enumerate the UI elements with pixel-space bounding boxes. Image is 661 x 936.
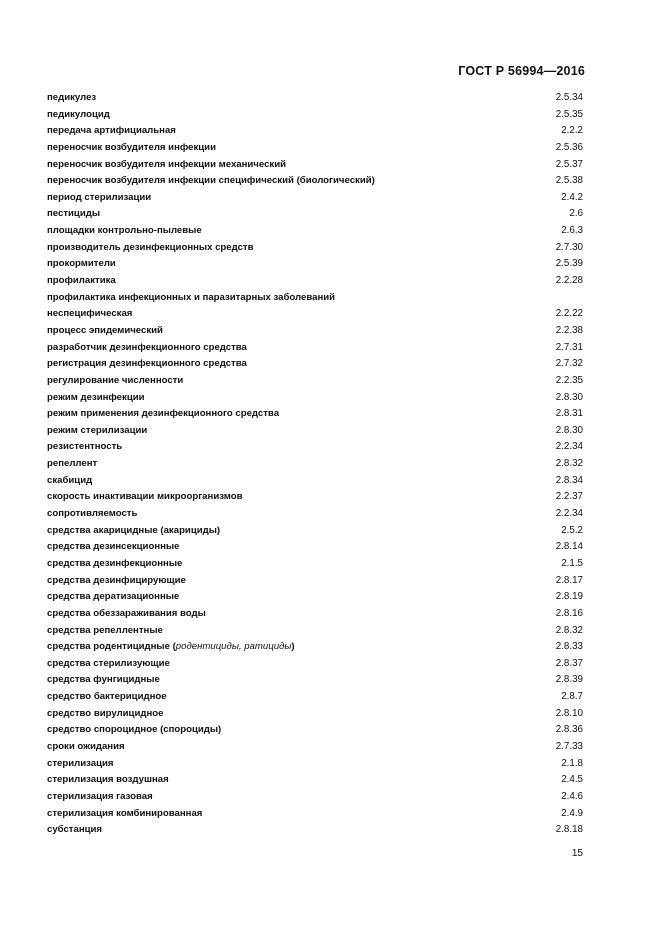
index-entry — [47, 523, 583, 540]
index-section-ref: 2.7.30 — [555, 241, 583, 253]
index-entry — [47, 240, 583, 257]
index-entry — [47, 639, 583, 656]
index-entry — [47, 406, 583, 423]
index-section-ref: 2.1.8 — [561, 757, 583, 769]
index-term-text: скабицид — [47, 474, 93, 486]
index-term — [47, 689, 561, 706]
index-entry — [47, 123, 583, 140]
index-entry — [47, 822, 583, 839]
index-term — [47, 423, 556, 440]
index-term-text: средства дезинфицирующие — [47, 574, 186, 586]
index-term-text: разработчик дезинфекционного средства — [47, 341, 247, 353]
index-section-ref: 2.4.5 — [561, 774, 583, 786]
index-section-ref: 2.8.32 — [555, 458, 583, 470]
index-section-ref: 2.8.14 — [555, 541, 583, 553]
index-term — [47, 256, 556, 273]
index-section-ref: 2.5.37 — [555, 158, 583, 170]
index-term — [47, 340, 556, 357]
index-section-ref: 2.5.39 — [555, 258, 583, 270]
index-section-ref: 2.8.16 — [555, 607, 583, 619]
index-section-ref: 2.2.34 — [555, 441, 583, 453]
index-term — [47, 323, 556, 340]
index-section-ref: 2.2.28 — [555, 275, 583, 287]
index-entry — [47, 489, 583, 506]
index-term-text: средства дезинфекционные — [47, 557, 183, 569]
index-term — [47, 373, 556, 390]
index-term-text: средство бактерицидное — [47, 691, 167, 703]
index-entry — [47, 506, 583, 523]
index-entry — [47, 206, 583, 223]
index-entry — [47, 390, 583, 407]
index-entry — [47, 439, 583, 456]
index-term-text: средства дератизационные — [47, 591, 180, 603]
index-term — [47, 206, 569, 223]
index-term-text: переносчик возбудителя инфекции механический — [47, 158, 287, 170]
index-entry — [47, 340, 583, 357]
index-entry — [47, 173, 583, 190]
index-term — [47, 390, 556, 407]
index-term-text: переносчик возбудителя инфекции специфический (биологический) — [47, 175, 375, 187]
index-term-text: передача артифициальная — [47, 125, 176, 137]
index-section-ref: 2.2.2 — [561, 125, 583, 137]
index-entry — [47, 706, 583, 723]
index-term — [47, 240, 556, 257]
index-term — [47, 90, 556, 107]
index-section-ref: 2.4.6 — [561, 790, 583, 802]
index-term — [47, 473, 556, 490]
index-term — [47, 406, 556, 423]
index-term — [47, 223, 561, 240]
index-entry — [47, 356, 583, 373]
index-term — [47, 140, 556, 157]
index-section-ref: 2.8.30 — [555, 391, 583, 403]
index-section-ref: 2.1.5 — [561, 557, 583, 569]
index-term-text: стерилизация газовая — [47, 790, 153, 802]
index-section-ref: 2.5.35 — [555, 108, 583, 120]
index-section-ref: 2.8.34 — [555, 474, 583, 486]
index-section-ref: 2.8.18 — [555, 824, 583, 836]
index-term — [47, 439, 556, 456]
index-term-text: стерилизация — [47, 757, 114, 769]
index-term-text: производитель дезинфекционных средств — [47, 241, 254, 253]
index-term — [47, 356, 556, 373]
index-section-ref: 2.2.22 — [555, 308, 583, 320]
index-term — [47, 123, 561, 140]
index-entry — [47, 789, 583, 806]
index-term-text: неспецифическая — [47, 308, 133, 320]
index-section-ref: 2.8.17 — [555, 574, 583, 586]
index-section-ref: 2.7.31 — [555, 341, 583, 353]
index-section-ref: 2.5.34 — [555, 92, 583, 103]
index-entry — [47, 556, 583, 573]
index-term-text: средства родентицидные ( — [47, 641, 176, 653]
index-section-ref: 2.8.32 — [555, 624, 583, 636]
index-term-text: средства фунгицидные — [47, 674, 160, 686]
index-term — [47, 573, 556, 590]
index-term-text: резистентность — [47, 441, 123, 453]
index-term — [47, 556, 561, 573]
index-term — [47, 290, 583, 307]
index-entry — [47, 606, 583, 623]
index-entry — [47, 323, 583, 340]
index-term — [47, 539, 556, 556]
index-term — [47, 756, 561, 773]
index-section-ref: 2.2.37 — [555, 491, 583, 503]
index-term-text: субстанция — [47, 824, 103, 836]
index-section-ref: 2.7.33 — [555, 740, 583, 752]
index-entry — [47, 90, 583, 107]
index-section-ref: 2.8.31 — [555, 408, 583, 420]
index-term-text: средства обеззараживания воды — [47, 607, 206, 619]
index-entry — [47, 689, 583, 706]
index-term-text: средство спороцидное (спороциды) — [47, 724, 222, 736]
index-section-ref: 2.5.36 — [555, 141, 583, 153]
index-entry — [47, 256, 583, 273]
index-term — [47, 606, 556, 623]
index-entry — [47, 473, 583, 490]
index-term-text: стерилизация комбинированная — [47, 807, 203, 819]
index-term — [47, 806, 561, 823]
index-term-text: средства акарицидные (акарициды) — [47, 524, 221, 536]
index-term-text: средства стерилизующие — [47, 657, 170, 669]
index-entry — [47, 672, 583, 689]
index-section-ref: 2.6.3 — [561, 225, 583, 237]
index-entry — [47, 589, 583, 606]
index-term-text: педикулез — [47, 92, 97, 103]
index-term-text: пестициды — [47, 208, 101, 220]
index-section-ref: 2.2.38 — [555, 324, 583, 336]
index-term — [47, 157, 556, 174]
index-term-text: период стерилизации — [47, 191, 152, 203]
index-section-ref: 2.5.2 — [561, 524, 583, 536]
index-entry — [47, 656, 583, 673]
index-term-text: средства дезинсекционные — [47, 541, 180, 553]
index-section-ref: 2.8.19 — [555, 591, 583, 603]
index-entry — [47, 140, 583, 157]
index-term-italic-text: родентициды, ратициды — [175, 641, 292, 653]
index-section-ref: 2.6 — [569, 208, 583, 220]
index-term-text: репеллент — [47, 458, 98, 470]
index-term-text: переносчик возбудителя инфекции — [47, 141, 216, 153]
index-term — [47, 489, 556, 506]
index-term-text: сопротивляемость — [47, 508, 138, 520]
index-entry — [47, 456, 583, 473]
index-term — [47, 173, 556, 190]
index-entry — [47, 190, 583, 207]
index-term-text: средства репеллентные — [47, 624, 163, 636]
index-entry — [47, 739, 583, 756]
index-term — [47, 506, 556, 523]
index-term — [47, 589, 556, 606]
index-term — [47, 722, 556, 739]
index-term-text: режим дезинфекции — [47, 391, 145, 403]
index-term-text: режим стерилизации — [47, 424, 148, 436]
index-section-ref: 2.5.38 — [555, 175, 583, 187]
index-entry — [47, 756, 583, 773]
index-entry — [47, 806, 583, 823]
index-term-text: профилактика — [47, 275, 116, 287]
index-section-ref: 2.2.35 — [555, 374, 583, 386]
standard-code: ГОСТ Р 56994—2016 — [458, 64, 585, 78]
index-term — [47, 623, 556, 640]
index-term — [47, 772, 561, 789]
index-term — [47, 822, 556, 839]
index-section-ref: 2.8.33 — [555, 641, 583, 653]
index-term — [47, 273, 556, 290]
index-term-text: скорость инактивации микроорганизмов — [47, 491, 243, 503]
index-term — [47, 456, 556, 473]
index-term-text: режим применения дезинфекционного средства — [47, 408, 280, 420]
index-entry — [47, 722, 583, 739]
index-section-ref: 2.8.30 — [555, 424, 583, 436]
index-term-tail-text: ) — [291, 641, 295, 653]
index-section-ref: 2.8.10 — [555, 707, 583, 719]
index-entry — [47, 290, 583, 307]
index-section-ref: 2.8.7 — [561, 691, 583, 703]
index-term — [47, 656, 556, 673]
index-term — [47, 789, 561, 806]
index-term-text: площадки контрольно-пылевые — [47, 225, 202, 237]
index-term-text: регулирование численности — [47, 374, 184, 386]
index-section-ref: 2.4.9 — [561, 807, 583, 819]
index-term-text: регистрация дезинфекционного средства — [47, 358, 247, 370]
index-entry — [47, 107, 583, 124]
index-section-ref: 2.2.34 — [555, 508, 583, 520]
index-term — [47, 639, 556, 656]
index-term-text: сроки ожидания — [47, 740, 125, 752]
index-section-ref: 2.8.37 — [555, 657, 583, 669]
index-section-ref: 2.4.2 — [561, 191, 583, 203]
index-term-text: профилактика инфекционных и паразитарных заболеваний — [47, 291, 336, 303]
index-term — [47, 706, 556, 723]
index-term — [47, 190, 561, 207]
index-entry — [47, 539, 583, 556]
index-entry — [47, 306, 583, 323]
index-term — [47, 523, 561, 540]
document-header — [458, 64, 585, 78]
index-term-text: процесс эпидемический — [47, 324, 163, 336]
index-section-ref: 2.8.39 — [555, 674, 583, 686]
index-entry — [47, 623, 583, 640]
index-entry — [47, 373, 583, 390]
page-number: 15 — [571, 848, 583, 859]
index-entry — [47, 573, 583, 590]
index-term — [47, 306, 556, 323]
index-section-ref: 2.7.32 — [555, 358, 583, 370]
index-entry — [47, 273, 583, 290]
index-term-text: прокормители — [47, 258, 116, 270]
index-term-text: стерилизация воздушная — [47, 774, 169, 786]
index-entry — [47, 223, 583, 240]
index-term-text: средство вирулицидное — [47, 707, 164, 719]
index-section-ref: 2.8.36 — [555, 724, 583, 736]
index-term-text: педикулоцид — [47, 108, 110, 120]
index-term — [47, 107, 556, 124]
index-entry — [47, 157, 583, 174]
alphabetical-term-index — [47, 90, 583, 839]
index-term — [47, 672, 556, 689]
index-entry — [47, 423, 583, 440]
index-term — [47, 739, 556, 756]
index-entry — [47, 772, 583, 789]
